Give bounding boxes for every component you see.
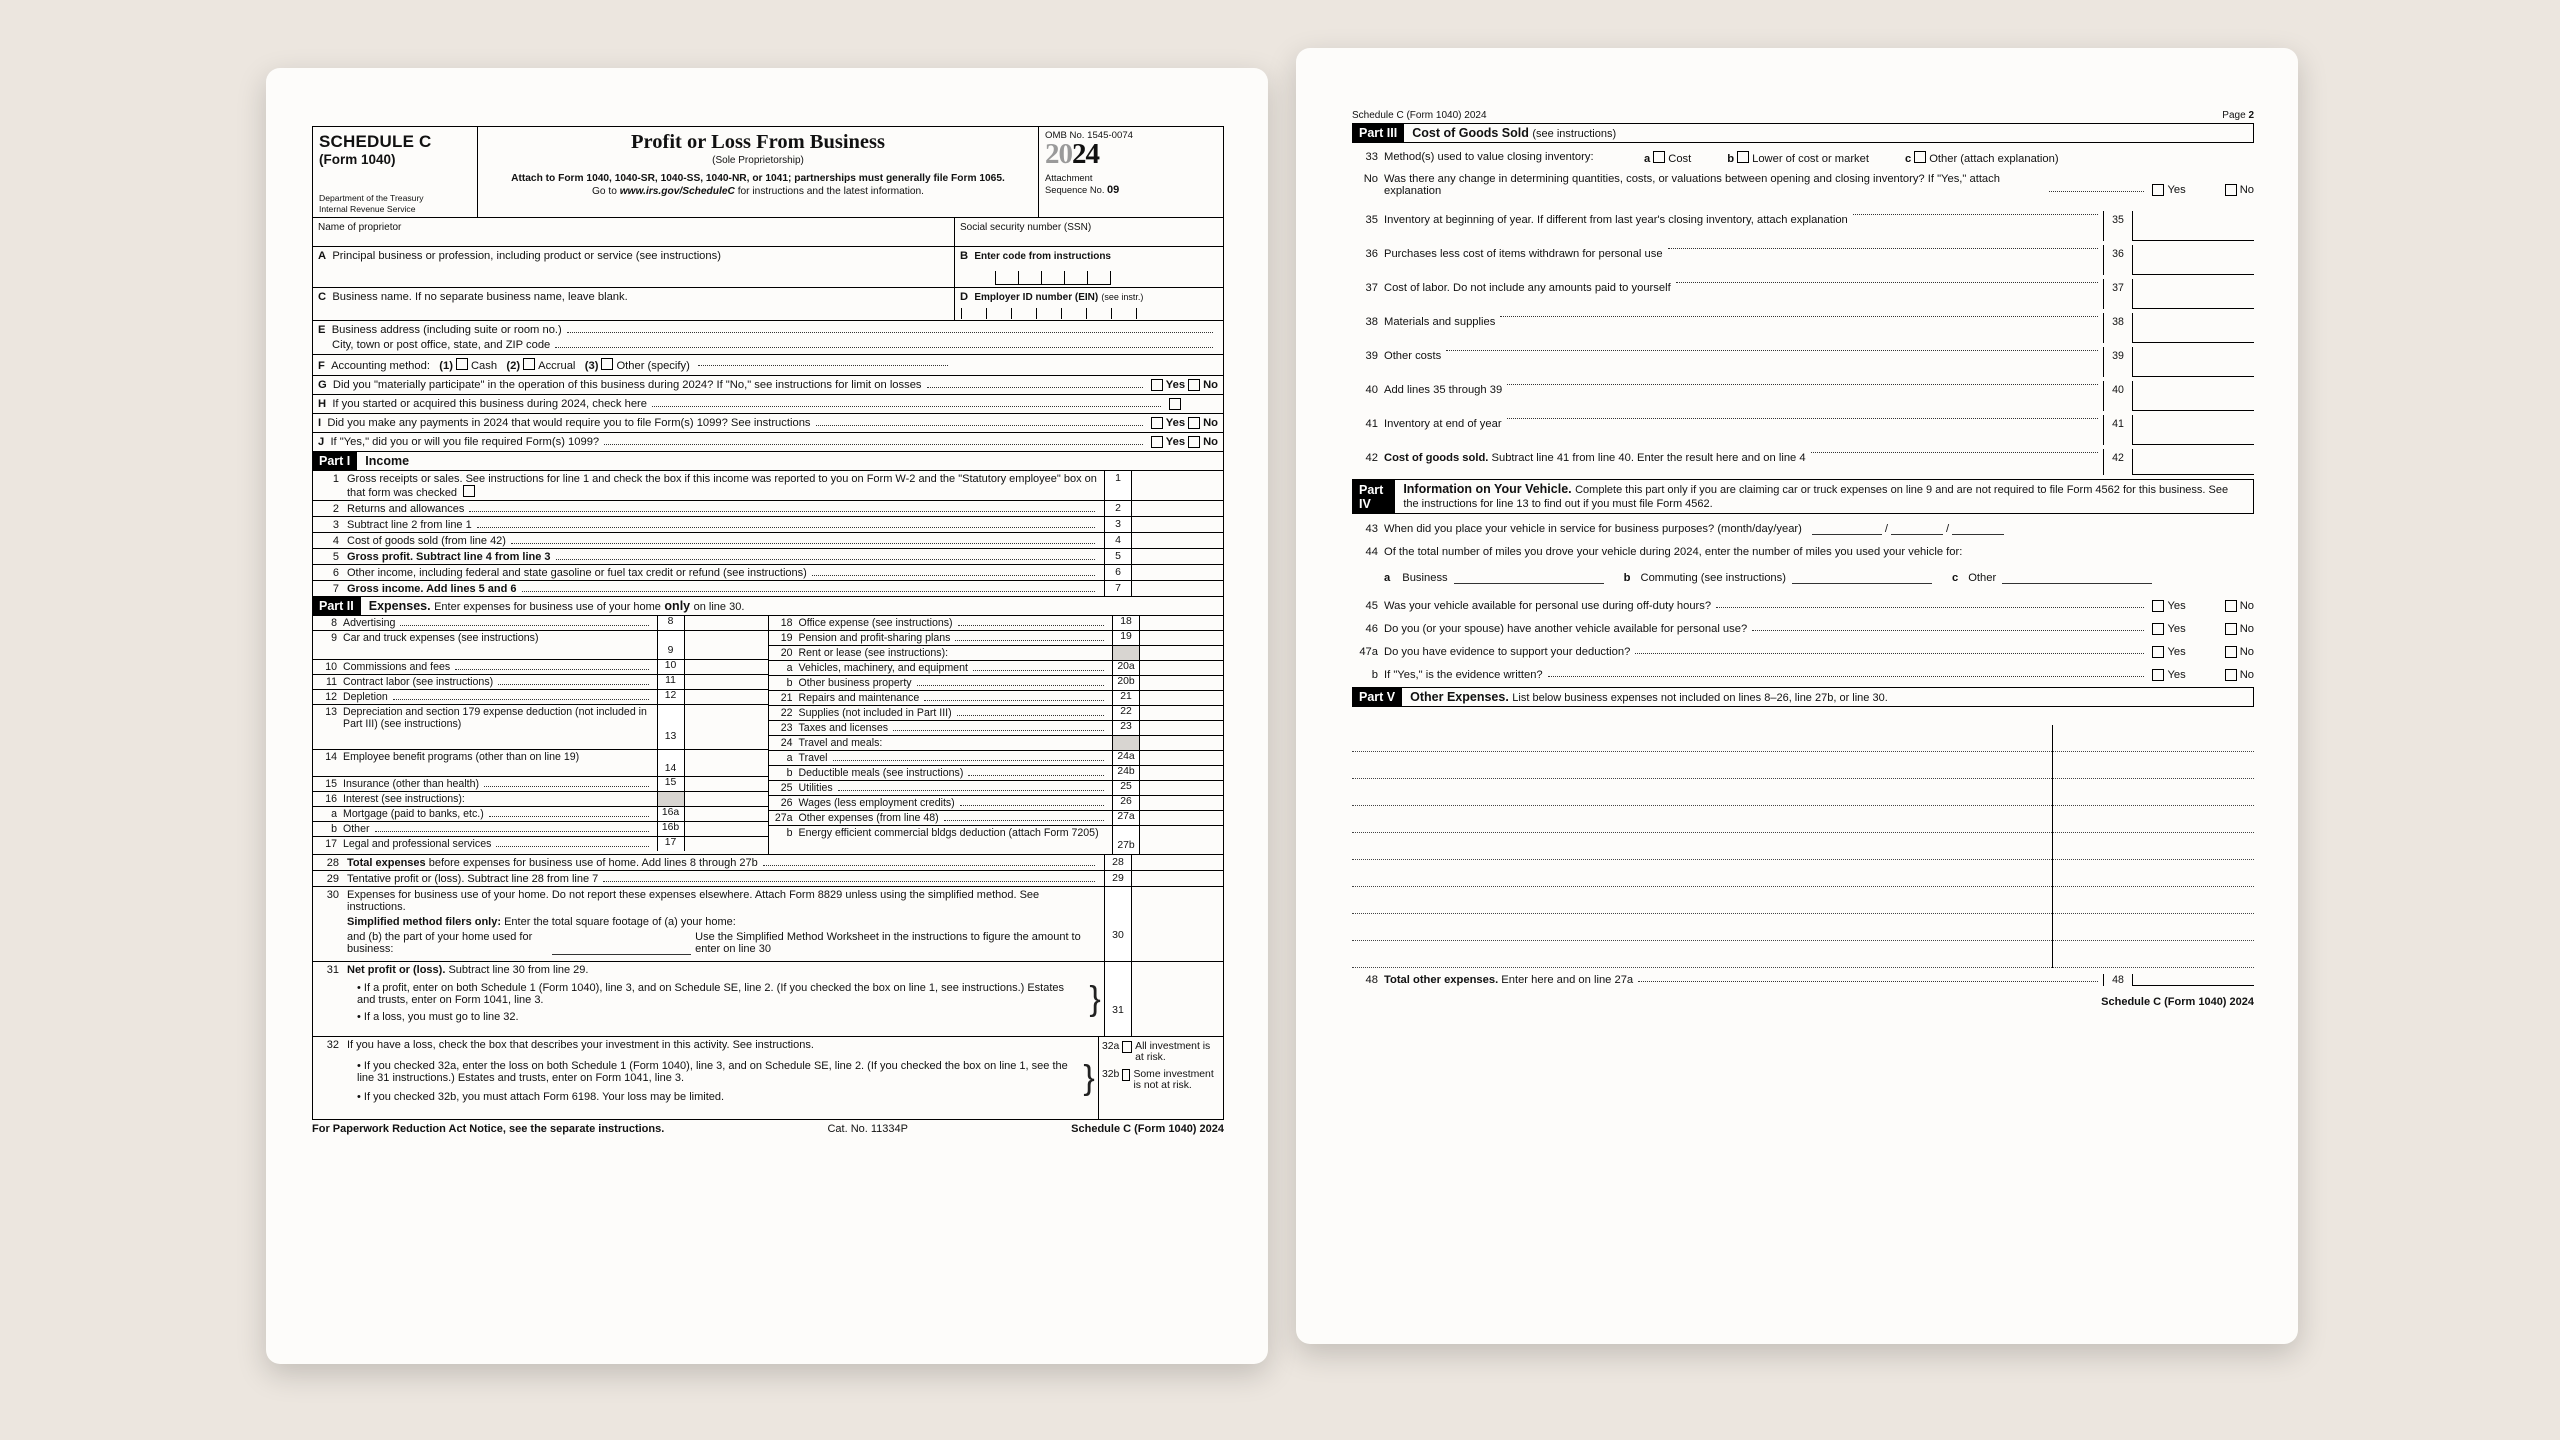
- part-3-note: (see instructions): [1532, 128, 1617, 140]
- checkbox-accrual[interactable]: [523, 358, 535, 370]
- line-32-options: 32a All investment is at risk. 32b Some investment is not at risk.: [1098, 1037, 1223, 1119]
- row-f: [312, 354, 1224, 375]
- line-24a[interactable]: a Travel 24a: [769, 751, 1224, 766]
- form-page-1: [266, 68, 1268, 1364]
- tax-year: [1045, 140, 1217, 169]
- line-37-amount[interactable]: 37: [2103, 279, 2254, 309]
- other-expense-row[interactable]: [1352, 752, 2254, 779]
- line-28[interactable]: 28 Total expenses before expenses for business use of home. Add lines 8 through 27b 28: [313, 855, 1223, 871]
- line-7[interactable]: [313, 581, 1223, 596]
- line-20: 20 Rent or lease (see instructions):: [769, 646, 1224, 661]
- line-40[interactable]: 40 Add lines 35 through 39 40: [1352, 379, 2254, 413]
- line-16b[interactable]: b Other 16b: [313, 822, 768, 837]
- checkbox-33b[interactable]: [1737, 151, 1749, 163]
- line-6-no: 6: [332, 567, 339, 580]
- schedule-label: SCHEDULE C: [319, 132, 432, 151]
- sequence-text: Sequence No.: [1045, 183, 1105, 195]
- part-2-totals: [312, 854, 1224, 1120]
- line-5-amount[interactable]: 5: [1104, 549, 1223, 564]
- label-d: D: [960, 291, 969, 304]
- other-expense-row[interactable]: [1352, 725, 2254, 752]
- footer-notice: For Paperwork Reduction Act Notice, see the separate instructions.: [312, 1123, 665, 1136]
- line-36-amount[interactable]: 36: [2103, 245, 2254, 275]
- field-business-name[interactable]: [313, 288, 954, 320]
- form-page-2: [1296, 48, 2298, 1344]
- line-2-amount[interactable]: 2: [1104, 501, 1223, 516]
- part-2-desc-end: on line 30.: [693, 601, 745, 614]
- row-b-text: Enter code from instructions: [974, 251, 1111, 263]
- line-5-no: 5: [332, 551, 339, 564]
- checkbox-j-no[interactable]: [1188, 436, 1200, 448]
- field-started-acquired[interactable]: [313, 395, 1223, 413]
- field-accounting-method[interactable]: F Accounting method: (1) Cash (2) Accrual (3) Other (specify): [313, 355, 1223, 375]
- other-expense-row[interactable]: [1352, 779, 2254, 806]
- other-expense-row[interactable]: [1352, 914, 2254, 941]
- label-b: B: [960, 250, 969, 263]
- line-30-text: Expenses for business use of your home. Do not report these expenses elsewhere. Attach Form 8829 unless using the simplified method. See instructions.: [347, 889, 1040, 914]
- sequence-number: 09: [1107, 183, 1120, 196]
- name-ssn-row: [312, 217, 1224, 246]
- line-29[interactable]: 29 Tentative profit or (loss). Subtract line 28 from line 7 29: [313, 871, 1223, 887]
- line-42-amount[interactable]: 42: [2103, 449, 2254, 475]
- line-6-text: Other income, including federal and state gasoline or fuel tax credit or refund (see instructions): [347, 567, 807, 580]
- header-omb-block: [1039, 127, 1223, 217]
- line-3-no: 3: [332, 519, 339, 532]
- footer-cat-no: Cat. No. 11334P: [827, 1123, 908, 1136]
- year-prefix: 20: [1045, 138, 1072, 170]
- form-subtitle: (Sole Proprietorship): [712, 155, 804, 166]
- attach-line: Attach to Form 1040, 1040-SR, 1040-SS, 1040-NR, or 1041; partnerships must generally file Form 1065.: [511, 173, 1005, 184]
- field-ein[interactable]: [954, 288, 1223, 320]
- part-2-only: only: [664, 599, 691, 614]
- line-44-text: Of the total number of miles you drove your vehicle during 2024, enter the number of miles you used your vehicle for:: [1384, 546, 1963, 558]
- field-1099-required[interactable]: [313, 414, 1223, 432]
- field-business-code[interactable]: [954, 247, 1223, 287]
- part-3-bar: [1352, 123, 2254, 143]
- line-20b[interactable]: b Other business property 20b: [769, 676, 1224, 691]
- row-g: [312, 375, 1224, 394]
- line-16: 16 Interest (see instructions):: [313, 792, 768, 807]
- row-c-d: [312, 287, 1224, 320]
- row-e-text: Business address (including suite or room no.): [331, 324, 562, 337]
- label-f: F: [318, 360, 325, 373]
- line-14[interactable]: 14 Employee benefit programs (other than on line 19) 14: [313, 750, 768, 777]
- attachment-label: Attachment: [1045, 172, 1093, 183]
- attachment-sequence: [1045, 172, 1217, 198]
- line-24b[interactable]: b Deductible meals (see instructions) 24b: [769, 766, 1224, 781]
- goto-pre: Go to: [592, 186, 620, 197]
- line-26[interactable]: 26 Wages (less employment credits) 26: [769, 796, 1224, 811]
- part-4-desc: Complete this part only if you are claiming car or truck expenses on line 9 and are not required to file Form 4562 for this business. See the instructions for line 13 to find out if you must file Form 4562.: [1403, 484, 2229, 510]
- header-title-block: [478, 127, 1039, 217]
- line-34[interactable]: No Was there any change in determining quantities, costs, or valuations between opening and closing inventory? If "Yes," attach explanation Yes No: [1363, 173, 2254, 197]
- part-2-bar: [312, 596, 1224, 615]
- label-i: I: [318, 417, 322, 430]
- line-39[interactable]: 39 Other costs 39: [1352, 345, 2254, 379]
- line-42[interactable]: 42 Cost of goods sold. Subtract line 41 from line 40. Enter the result here and on line 4 42: [1352, 447, 2254, 477]
- page-number: 2: [2248, 110, 2254, 121]
- part-3-lines: [1352, 209, 2254, 477]
- line-1-text: Gross receipts or sales. See instructions for line 1 and check the box if this income was reported to you on Form W-2 and the "Statutory employee" box on that form was checked: [347, 473, 1097, 500]
- line-15[interactable]: 15 Insurance (other than health) 15: [313, 777, 768, 792]
- row-e2-text: City, town or post office, state, and ZIP code: [332, 339, 551, 352]
- part-3-title: Cost of Goods Sold: [1412, 126, 1529, 140]
- line-43[interactable]: 43 When did you place your vehicle in service for business purposes? (month/day/year) / /: [1352, 514, 2254, 537]
- line-24: 24 Travel and meals:: [769, 736, 1224, 751]
- line-6-amount[interactable]: 6: [1104, 565, 1223, 580]
- row-c-text: Business name. If no separate business name, leave blank.: [332, 291, 628, 304]
- line-47b[interactable]: b If "Yes," is the evidence written? Yes No: [1371, 669, 2254, 681]
- checkbox-33c[interactable]: [1914, 151, 1926, 163]
- part-1-bar: [312, 451, 1224, 470]
- line-3-text: Subtract line 2 from line 1: [347, 519, 472, 532]
- line-35[interactable]: 35 Inventory at beginning of year. If different from last year's closing inventory, attach explanation 35: [1352, 209, 2254, 243]
- label-g: G: [318, 379, 327, 392]
- line-48-amount[interactable]: 48: [2103, 974, 2254, 986]
- checkbox-cash[interactable]: [456, 358, 468, 370]
- label-h: H: [318, 398, 327, 411]
- line-13[interactable]: 13 Depreciation and section 179 expense deduction (not included in Part III) (see instructions) 13: [313, 705, 768, 750]
- part-5-title: Other Expenses.: [1410, 690, 1509, 704]
- page-label: Page: [2222, 110, 2246, 121]
- checkbox-46-no[interactable]: [2225, 623, 2237, 635]
- line-36[interactable]: 36 Purchases less cost of items withdrawn for personal use 36: [1352, 243, 2254, 277]
- other-expense-row[interactable]: [1352, 941, 2254, 968]
- line-8[interactable]: 8 Advertising 8: [313, 616, 768, 631]
- proprietor-name-label: Name of proprietor: [318, 222, 402, 234]
- line-11[interactable]: 11 Contract labor (see instructions) 11: [313, 675, 768, 690]
- other-expense-row[interactable]: [1352, 833, 2254, 860]
- line-38[interactable]: 38 Materials and supplies 38: [1352, 311, 2254, 345]
- label-g-no: No: [1203, 379, 1218, 392]
- checkbox-47b-yes[interactable]: [2152, 669, 2164, 681]
- goto-post: for instructions and the latest information.: [734, 186, 924, 197]
- part-4-bar: [1352, 479, 2254, 514]
- line-17[interactable]: 17 Legal and professional services 17: [313, 837, 768, 851]
- line-3[interactable]: [313, 517, 1223, 533]
- form-header: [312, 126, 1224, 217]
- part-4-tag: Part IV: [1353, 480, 1395, 513]
- label-c: C: [318, 291, 327, 304]
- other-expense-row[interactable]: [1352, 860, 2254, 887]
- line-47a[interactable]: 47a Do you have evidence to support your deduction? Yes No: [1359, 646, 2254, 658]
- line-5[interactable]: [313, 549, 1223, 565]
- line-10[interactable]: 10 Commissions and fees 10: [313, 660, 768, 675]
- expenses-left-column: [313, 616, 769, 854]
- line-2-text: Returns and allowances: [347, 503, 465, 516]
- line-5-text: Gross profit. Subtract line 4 from line 3: [347, 551, 551, 564]
- row-a-b: [312, 246, 1224, 287]
- checkbox-47a-yes[interactable]: [2152, 646, 2164, 658]
- row-i: [312, 413, 1224, 432]
- page-1-footer: [312, 1120, 1224, 1135]
- goto-line: [484, 186, 1032, 197]
- line-9[interactable]: 9 Car and truck expenses (see instructions) 9: [313, 631, 768, 660]
- part-4-title: Information on Your Vehicle.: [1403, 482, 1572, 496]
- part-5-bar: [1352, 687, 2254, 707]
- dept-line-2: Internal Revenue Service: [319, 203, 416, 214]
- line-46[interactable]: 46 Do you (or your spouse) have another vehicle available for personal use? Yes No: [1365, 623, 2254, 635]
- dept-line-1: Department of the Treasury: [319, 193, 424, 203]
- checkbox-j-yes[interactable]: [1151, 436, 1163, 448]
- row-j-text: If "Yes," did you or will you file required Form(s) 1099?: [330, 436, 600, 449]
- line-41-amount[interactable]: 41: [2103, 415, 2254, 445]
- checkbox-other-method[interactable]: [601, 358, 613, 370]
- part-5-desc: List below business expenses not included on lines 8–26, line 27b, or line 30.: [1512, 692, 1888, 704]
- part-3-tag: Part III: [1353, 124, 1404, 142]
- line-31[interactable]: 31 Net profit or (loss). Subtract line 30 from line 29. • If a profit, enter on both Schedule 1 (Form 1040), line 3, and on Schedule SE, line 2. (If you checked the box on line 1, see instructions.) Estates and trusts, enter on Form 1041, line 3. • If a loss, you must go to line 32. } 31: [313, 962, 1223, 1037]
- line-1[interactable]: [313, 471, 1223, 501]
- checkbox-46-yes[interactable]: [2152, 623, 2164, 635]
- row-h: [312, 394, 1224, 413]
- line-45[interactable]: 45 Was your vehicle available for personal use during off-duty hours? Yes No: [1365, 600, 2254, 612]
- expenses-right-column: [769, 616, 1224, 854]
- checkbox-h[interactable]: [1169, 398, 1181, 410]
- page-2-form-id: Schedule C (Form 1040) 2024: [1352, 110, 1487, 121]
- label-i-no: No: [1203, 417, 1218, 430]
- label-j-yes: Yes: [1165, 436, 1186, 449]
- line-3-amount[interactable]: 3: [1104, 517, 1223, 532]
- line-7-text: Gross income. Add lines 5 and 6: [347, 583, 517, 596]
- row-g-text: Did you "materially participate" in the operation of this business during 2024? If "No," see instructions for limit on losses: [332, 379, 922, 392]
- line-37[interactable]: 37 Cost of labor. Do not include any amounts paid to yourself 37: [1352, 277, 2254, 311]
- line-18[interactable]: 18 Office expense (see instructions) 18: [769, 616, 1224, 631]
- proprietor-name-field[interactable]: [313, 218, 954, 246]
- page-1-content: [312, 126, 1224, 1135]
- line-4[interactable]: [313, 533, 1223, 549]
- other-expense-row[interactable]: [1352, 887, 2254, 914]
- row-j: [312, 432, 1224, 451]
- line-4-text: Cost of goods sold (from line 42): [347, 535, 506, 548]
- row-d-text: Employer ID number (EIN): [974, 292, 1099, 304]
- line-1-amount[interactable]: 1: [1104, 471, 1223, 500]
- form-label: (Form 1040): [319, 152, 396, 167]
- part-2-tag: Part II: [313, 597, 361, 615]
- label-e: E: [318, 324, 326, 337]
- footer-form-id: Schedule C (Form 1040) 2024: [1071, 1123, 1224, 1136]
- line-25[interactable]: 25 Utilities 25: [769, 781, 1224, 796]
- line-21[interactable]: 21 Repairs and maintenance 21: [769, 691, 1224, 706]
- goto-url[interactable]: www.irs.gov/ScheduleC: [619, 186, 735, 197]
- part-1-title: Income: [365, 454, 410, 469]
- form-title: Profit or Loss From Business: [631, 131, 885, 153]
- line-27b[interactable]: b Energy efficient commercial bldgs deduction (attach Form 7205) 27b: [769, 826, 1224, 854]
- option-accrual: Accrual: [538, 360, 576, 373]
- line-12[interactable]: 12 Depletion 12: [313, 690, 768, 705]
- header-schedule-block: [313, 127, 478, 217]
- checkbox-32a[interactable]: [1122, 1041, 1132, 1053]
- label-g-yes: Yes: [1165, 379, 1186, 392]
- line-33[interactable]: 33 Method(s) used to value closing inventory: a Cost b Lower of cost or market c Other (attach explanation): [1365, 151, 2059, 165]
- line-4-amount[interactable]: 4: [1104, 533, 1223, 548]
- checkbox-33a[interactable]: [1653, 151, 1665, 163]
- line-41[interactable]: 41 Inventory at end of year 41: [1352, 413, 2254, 447]
- checkbox-i-yes[interactable]: [1151, 417, 1163, 429]
- line-16a[interactable]: a Mortgage (paid to banks, etc.) 16a: [313, 807, 768, 822]
- part-5-tag: Part V: [1353, 688, 1402, 706]
- checkbox-45-yes[interactable]: [2152, 600, 2164, 612]
- field-1099-filed[interactable]: [313, 433, 1223, 451]
- line-6[interactable]: [313, 565, 1223, 581]
- checkbox-32b[interactable]: [1122, 1069, 1130, 1081]
- checkbox-34-no[interactable]: [2225, 184, 2237, 196]
- line-39-amount[interactable]: 39: [2103, 347, 2254, 377]
- page-2-content: [1352, 110, 2254, 1008]
- row-i-text: Did you make any payments in 2024 that would require you to file Form(s) 1099? See instructions: [327, 417, 811, 430]
- label-a: A: [318, 250, 327, 263]
- line-44: 44 Of the total number of miles you drove your vehicle during 2024, enter the number of miles you used your vehicle for:: [1352, 537, 2254, 560]
- field-material-participation[interactable]: [313, 376, 1223, 394]
- row-e: [312, 320, 1224, 354]
- expenses-table: [312, 615, 1224, 854]
- checkbox-47a-no[interactable]: [2225, 646, 2237, 658]
- line-48[interactable]: 48 Total other expenses. Enter here and on line 27a 48: [1352, 968, 2254, 988]
- line-4-no: 4: [332, 535, 339, 548]
- line-40-amount[interactable]: 40: [2103, 381, 2254, 411]
- line-2-no: 2: [332, 503, 339, 516]
- line-22[interactable]: 22 Supplies (not included in Part III) 22: [769, 706, 1224, 721]
- line-27a[interactable]: 27a Other expenses (from line 48) 27a: [769, 811, 1224, 826]
- option-other-method: Other (specify): [616, 360, 690, 373]
- part-1-tag: Part I: [313, 452, 357, 470]
- other-expense-row[interactable]: [1352, 806, 2254, 833]
- line-34-text: Was there any change in determining quantities, costs, or valuations between opening and closing inventory? If "Yes," attach explanation: [1384, 173, 2000, 197]
- other-expenses-rows: [1352, 725, 2254, 968]
- ssn-field[interactable]: [954, 218, 1223, 246]
- line-23[interactable]: 23 Taxes and licenses 23: [769, 721, 1224, 736]
- row-a-text: Principal business or profession, including product or service (see instructions): [332, 250, 721, 263]
- checkbox-statutory-employee[interactable]: [463, 485, 475, 497]
- label-i-yes: Yes: [1165, 417, 1186, 430]
- label-j: J: [318, 436, 325, 449]
- field-business-address[interactable]: [313, 321, 1223, 354]
- year-suffix: 24: [1072, 138, 1099, 170]
- row-d-note: (see instr.): [1101, 292, 1144, 303]
- part-2-title: Expenses.: [368, 599, 431, 614]
- checkbox-i-no[interactable]: [1188, 417, 1200, 429]
- checkbox-47b-no[interactable]: [2225, 669, 2237, 681]
- part-1-lines: [312, 470, 1224, 596]
- line-44-subfields[interactable]: a Business b Commuting (see instructions) c Other: [1352, 560, 2254, 586]
- line-38-amount[interactable]: 38: [2103, 313, 2254, 343]
- line-32[interactable]: 32 If you have a loss, check the box that describes your investment in this activity. See instructions. • If you checked 32a, enter the loss on both Schedule 1 (Form 1040), line 3, and on Schedule SE, line 2. (If you checked the box on line 1, see the line 31 instructions.) Estates and trusts, enter on Form 1041, line 3. • If you checked 32b, you must attach Form 6198. Your loss may be limited. } 32a All investment is at risk. 32b Some investment is not at risk.: [313, 1037, 1223, 1119]
- line-20a[interactable]: a Vehicles, machinery, and equipment 20a: [769, 661, 1224, 676]
- page-2-header: [1352, 110, 2254, 123]
- line-2[interactable]: [313, 501, 1223, 517]
- line-30[interactable]: 30 Expenses for business use of your home. Do not report these expenses elsewhere. Attach Form 8829 unless using the simplified method. See instructions. Simplified method filers only: Enter the total square footage of (a) your home: and (b) the part of your home used for business: Use the Simplified Method Worksheet in the instructions to figure the amount to enter on line 30 30: [313, 887, 1223, 962]
- option-cash: Cash: [470, 360, 498, 373]
- checkbox-g-yes[interactable]: [1151, 379, 1163, 391]
- ssn-label: Social security number (SSN): [960, 222, 1092, 234]
- line-1-no: 1: [332, 473, 339, 486]
- row-h-text: If you started or acquired this business during 2024, check here: [332, 398, 647, 411]
- line-7-no: 7: [332, 583, 339, 596]
- row-f-label: Accounting method:: [331, 360, 430, 373]
- checkbox-45-no[interactable]: [2225, 600, 2237, 612]
- label-j-no: No: [1203, 436, 1218, 449]
- page-2-footer: Schedule C (Form 1040) 2024: [2101, 996, 2254, 1008]
- part-2-desc: Enter expenses for business use of your home: [434, 601, 661, 614]
- checkbox-34-yes[interactable]: [2152, 184, 2164, 196]
- field-principal-business[interactable]: [313, 247, 954, 287]
- line-19[interactable]: 19 Pension and profit-sharing plans 19: [769, 631, 1224, 646]
- line-7-amount[interactable]: 7: [1104, 581, 1223, 596]
- checkbox-g-no[interactable]: [1188, 379, 1200, 391]
- omb-number: OMB No. 1545-0074: [1045, 130, 1133, 141]
- line-35-amount[interactable]: 35: [2103, 211, 2254, 241]
